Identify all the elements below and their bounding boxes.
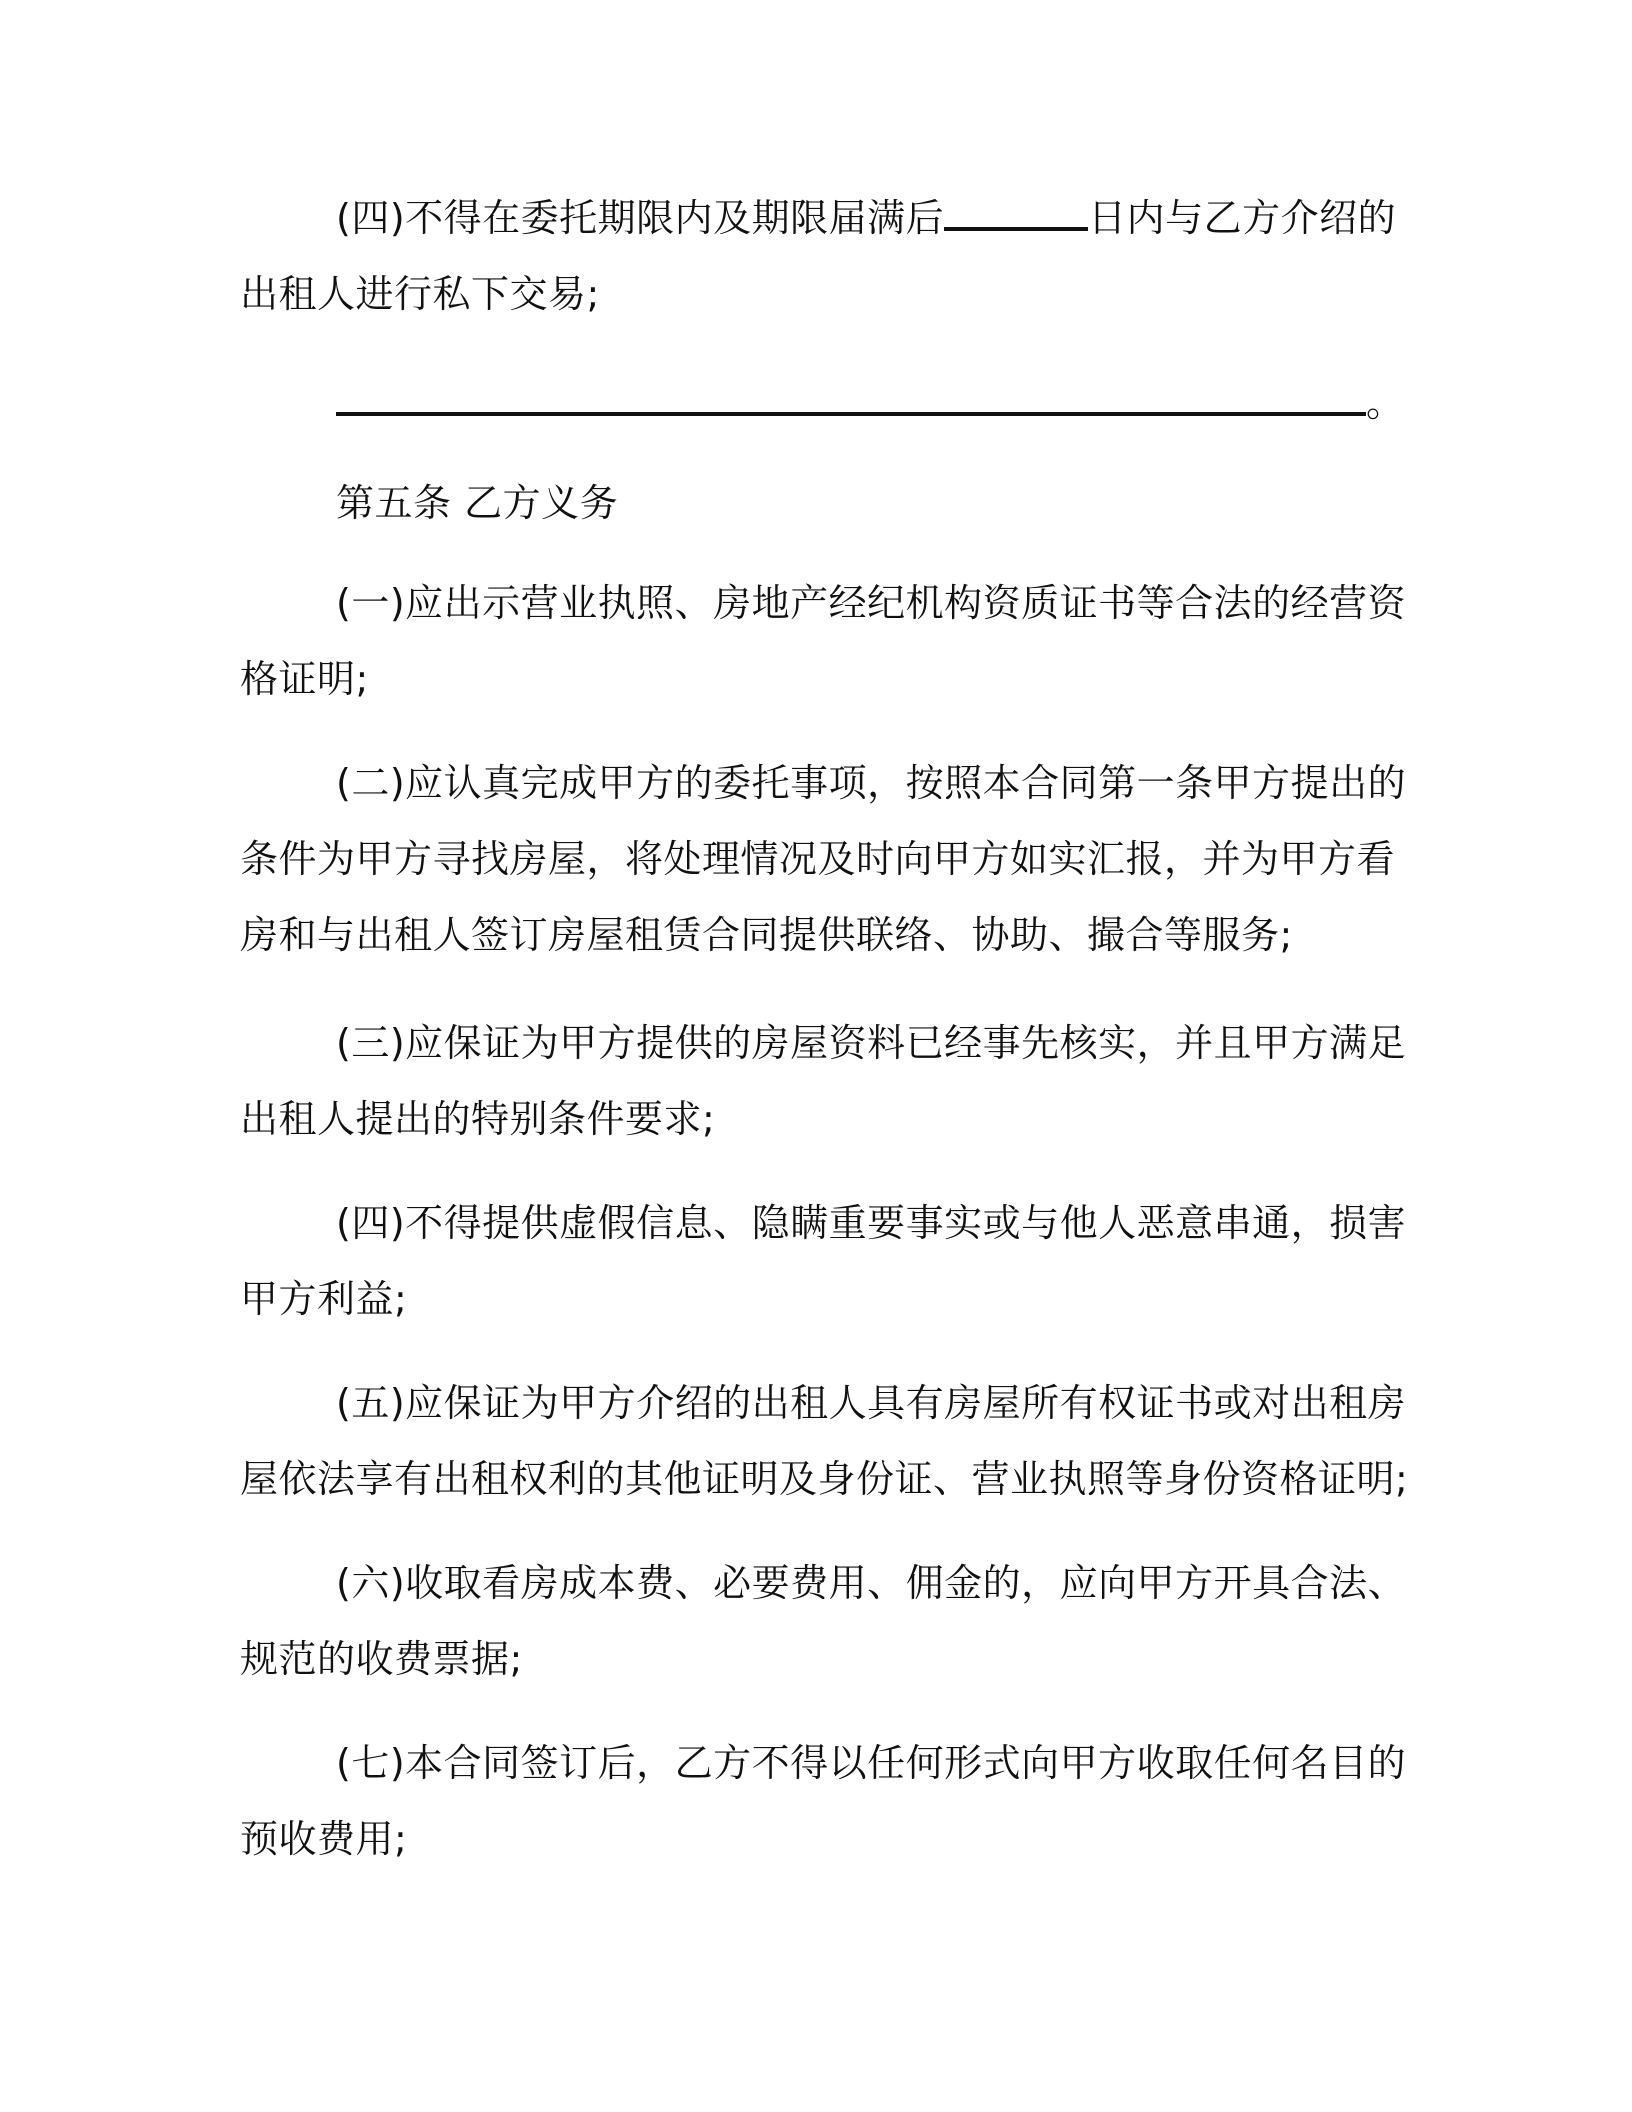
paragraph-line: 规范的收费票据;	[240, 1637, 523, 1681]
fill-in-blank-days[interactable]	[944, 193, 1088, 231]
clause-paragraph-no-false-info	[240, 1185, 1407, 1337]
paragraph-line: (七)本合同签订后，乙方不得以任何形式向甲方收取任何名目的	[336, 1741, 1407, 1785]
heading-text: 第五条 乙方义务	[336, 481, 619, 525]
clause-paragraph-verification	[240, 1005, 1407, 1157]
paragraph-line: (五)应保证为甲方介绍的出租人具有房屋所有权证书或对出租房	[336, 1381, 1407, 1425]
line-text: (四)不得在委托期限内及期限届满后	[336, 196, 945, 240]
clause-paragraph-qualification	[240, 565, 1407, 717]
paragraph-line: (一)应出示营业执照、房地产经纪机构资质证书等合法的经营资	[336, 581, 1407, 625]
paragraph-line	[240, 180, 1397, 256]
paragraph-line: 条件为甲方寻找房屋，将处理情况及时向甲方如实汇报，并为甲方看	[240, 837, 1396, 881]
end-mark: 。	[1366, 381, 1405, 425]
fill-in-blank-long[interactable]	[336, 378, 1366, 416]
article-heading	[240, 465, 1370, 541]
clause-paragraph-ownership-proof	[240, 1365, 1409, 1517]
paragraph-line: 出租人提出的特别条件要求;	[240, 1097, 716, 1141]
paragraph-line	[240, 365, 1405, 441]
paragraph-line: 屋依法享有出租权利的其他证明及身份证、营业执照等身份资格证明;	[240, 1457, 1409, 1501]
paragraph-line: 出租人进行私下交易;	[240, 272, 600, 316]
clause-paragraph-private-trade	[240, 180, 1397, 332]
paragraph-line: 预收费用;	[240, 1817, 408, 1861]
clause-paragraph-receipts	[240, 1545, 1407, 1697]
paragraph-line: 房和与出租人签订房屋租赁合同提供联络、协助、撮合等服务;	[240, 913, 1293, 957]
paragraph-line: 格证明;	[240, 657, 369, 701]
paragraph-line: (三)应保证为甲方提供的房屋资料已经事先核实，并且甲方满足	[336, 1021, 1407, 1065]
clause-paragraph-entrustment	[240, 745, 1407, 973]
clause-paragraph-blank-line	[240, 365, 1405, 441]
paragraph-line: (四)不得提供虚假信息、隐瞒重要事实或与他人恶意串通，损害	[336, 1201, 1407, 1245]
line-text: 日内与乙方介绍的	[1088, 196, 1397, 240]
paragraph-line: (二)应认真完成甲方的委托事项，按照本合同第一条甲方提出的	[336, 761, 1407, 805]
paragraph-line: (六)收取看房成本费、必要费用、佣金的，应向甲方开具合法、	[336, 1561, 1407, 1605]
paragraph-line: 甲方利益;	[240, 1277, 408, 1321]
clause-paragraph-no-prepayment	[240, 1725, 1407, 1877]
